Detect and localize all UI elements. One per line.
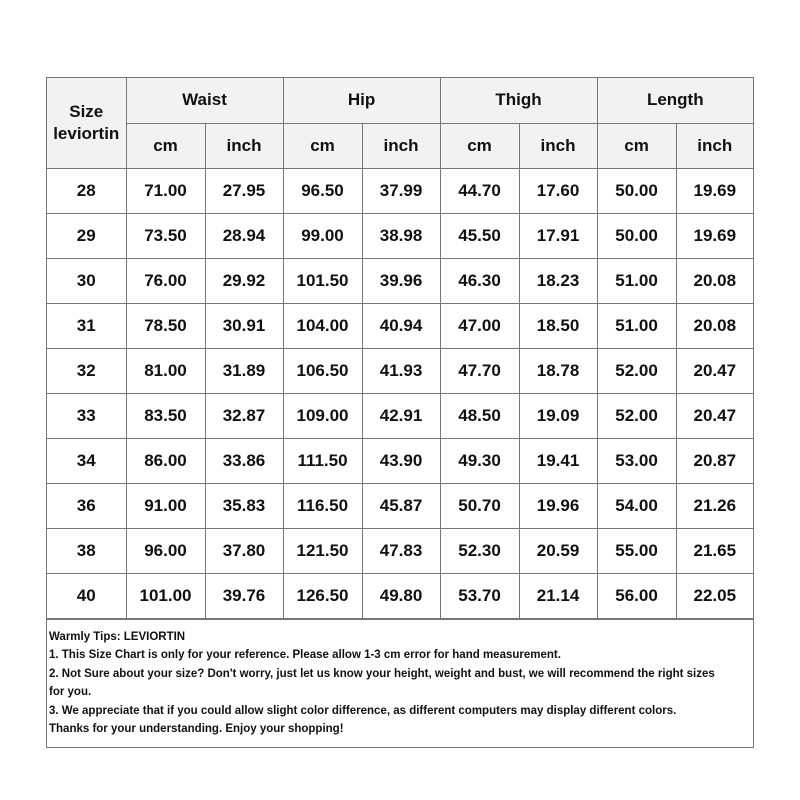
table-cell: 83.50 <box>126 393 205 438</box>
table-cell: 45.87 <box>362 483 440 528</box>
tips-line: 2. Not Sure about your size? Don't worry, just let us know your height, weight and bust, we will recommend the right sizes <box>49 667 715 680</box>
table-cell: 35.83 <box>205 483 283 528</box>
table-cell: 45.50 <box>440 213 519 258</box>
unit-header: inch <box>362 123 440 168</box>
size-cell: 38 <box>47 528 126 573</box>
size-cell: 30 <box>47 258 126 303</box>
table-cell: 17.91 <box>519 213 597 258</box>
group-header-length: Length <box>597 78 753 123</box>
table-cell: 53.70 <box>440 573 519 618</box>
table-cell: 33.86 <box>205 438 283 483</box>
size-cell: 28 <box>47 168 126 213</box>
table-cell: 52.00 <box>597 348 676 393</box>
table-cell: 46.30 <box>440 258 519 303</box>
table-cell: 27.95 <box>205 168 283 213</box>
table-row <box>47 258 753 303</box>
table-cell: 50.70 <box>440 483 519 528</box>
size-cell: 31 <box>47 303 126 348</box>
table-cell: 73.50 <box>126 213 205 258</box>
table-cell: 19.69 <box>676 168 753 213</box>
table-cell: 54.00 <box>597 483 676 528</box>
table-cell: 39.96 <box>362 258 440 303</box>
table-cell: 20.47 <box>676 348 753 393</box>
table-cell: 51.00 <box>597 303 676 348</box>
size-cell: 36 <box>47 483 126 528</box>
table-cell: 18.78 <box>519 348 597 393</box>
table-cell: 38.98 <box>362 213 440 258</box>
table-cell: 32.87 <box>205 393 283 438</box>
table-row <box>47 528 753 573</box>
table-cell: 41.93 <box>362 348 440 393</box>
table-row <box>47 393 753 438</box>
table-cell: 48.50 <box>440 393 519 438</box>
table-cell: 19.96 <box>519 483 597 528</box>
size-table <box>47 78 753 619</box>
table-cell: 126.50 <box>283 573 362 618</box>
table-cell: 53.00 <box>597 438 676 483</box>
table-cell: 106.50 <box>283 348 362 393</box>
table-cell: 19.69 <box>676 213 753 258</box>
size-header-cell <box>47 78 126 168</box>
table-cell: 51.00 <box>597 258 676 303</box>
group-header-hip: Hip <box>283 78 440 123</box>
unit-header: cm <box>440 123 519 168</box>
tips-title: Warmly Tips: LEVIORTIN <box>49 630 186 643</box>
size-chart <box>46 77 754 748</box>
table-cell: 81.00 <box>126 348 205 393</box>
table-row <box>47 438 753 483</box>
size-cell: 34 <box>47 438 126 483</box>
table-cell: 43.90 <box>362 438 440 483</box>
tips-line: Thanks for your understanding. Enjoy your shopping! <box>49 723 344 736</box>
table-cell: 20.08 <box>676 303 753 348</box>
unit-header: cm <box>283 123 362 168</box>
table-cell: 101.50 <box>283 258 362 303</box>
table-cell: 116.50 <box>283 483 362 528</box>
table-cell: 55.00 <box>597 528 676 573</box>
size-cell: 40 <box>47 573 126 618</box>
table-row <box>47 168 753 213</box>
table-cell: 42.91 <box>362 393 440 438</box>
tips-section <box>47 619 753 747</box>
table-cell: 20.47 <box>676 393 753 438</box>
group-header-waist: Waist <box>126 78 283 123</box>
table-cell: 76.00 <box>126 258 205 303</box>
table-cell: 52.00 <box>597 393 676 438</box>
size-cell: 29 <box>47 213 126 258</box>
brand-header: leviortin <box>53 123 120 143</box>
table-cell: 37.80 <box>205 528 283 573</box>
unit-header: cm <box>597 123 676 168</box>
table-cell: 19.09 <box>519 393 597 438</box>
unit-header: inch <box>519 123 597 168</box>
table-cell: 99.00 <box>283 213 362 258</box>
table-cell: 37.99 <box>362 168 440 213</box>
table-cell: 52.30 <box>440 528 519 573</box>
size-cell: 32 <box>47 348 126 393</box>
table-cell: 56.00 <box>597 573 676 618</box>
table-cell: 49.30 <box>440 438 519 483</box>
table-cell: 96.50 <box>283 168 362 213</box>
table-cell: 91.00 <box>126 483 205 528</box>
table-cell: 50.00 <box>597 168 676 213</box>
table-cell: 17.60 <box>519 168 597 213</box>
table-cell: 28.94 <box>205 213 283 258</box>
unit-header: inch <box>205 123 283 168</box>
table-cell: 47.83 <box>362 528 440 573</box>
table-cell: 49.80 <box>362 573 440 618</box>
table-row <box>47 573 753 618</box>
table-cell: 109.00 <box>283 393 362 438</box>
table-cell: 39.76 <box>205 573 283 618</box>
table-cell: 101.00 <box>126 573 205 618</box>
table-cell: 78.50 <box>126 303 205 348</box>
table-cell: 18.23 <box>519 258 597 303</box>
table-cell: 111.50 <box>283 438 362 483</box>
unit-header: cm <box>126 123 205 168</box>
table-cell: 29.92 <box>205 258 283 303</box>
table-cell: 121.50 <box>283 528 362 573</box>
table-body <box>47 168 753 618</box>
table-cell: 40.94 <box>362 303 440 348</box>
group-header-thigh: Thigh <box>440 78 597 123</box>
table-cell: 20.08 <box>676 258 753 303</box>
table-cell: 21.65 <box>676 528 753 573</box>
table-cell: 20.59 <box>519 528 597 573</box>
tips-line: 3. We appreciate that if you could allow slight color difference, as different computers may display different colors. <box>49 704 677 717</box>
table-row <box>47 483 753 528</box>
table-row <box>47 303 753 348</box>
table-cell: 71.00 <box>126 168 205 213</box>
table-cell: 19.41 <box>519 438 597 483</box>
tips-line: 1. This Size Chart is only for your reference. Please allow 1-3 cm error for hand measurement. <box>49 649 561 662</box>
table-row <box>47 213 753 258</box>
table-cell: 22.05 <box>676 573 753 618</box>
size-header: Size <box>69 101 104 121</box>
table-cell: 31.89 <box>205 348 283 393</box>
table-cell: 20.87 <box>676 438 753 483</box>
table-cell: 21.14 <box>519 573 597 618</box>
size-cell: 33 <box>47 393 126 438</box>
table-cell: 21.26 <box>676 483 753 528</box>
table-cell: 18.50 <box>519 303 597 348</box>
table-row <box>47 348 753 393</box>
table-cell: 47.70 <box>440 348 519 393</box>
unit-header: inch <box>676 123 753 168</box>
table-cell: 86.00 <box>126 438 205 483</box>
table-cell: 44.70 <box>440 168 519 213</box>
table-cell: 30.91 <box>205 303 283 348</box>
tips-line: for you. <box>49 686 92 699</box>
table-cell: 96.00 <box>126 528 205 573</box>
table-cell: 47.00 <box>440 303 519 348</box>
table-cell: 50.00 <box>597 213 676 258</box>
table-cell: 104.00 <box>283 303 362 348</box>
